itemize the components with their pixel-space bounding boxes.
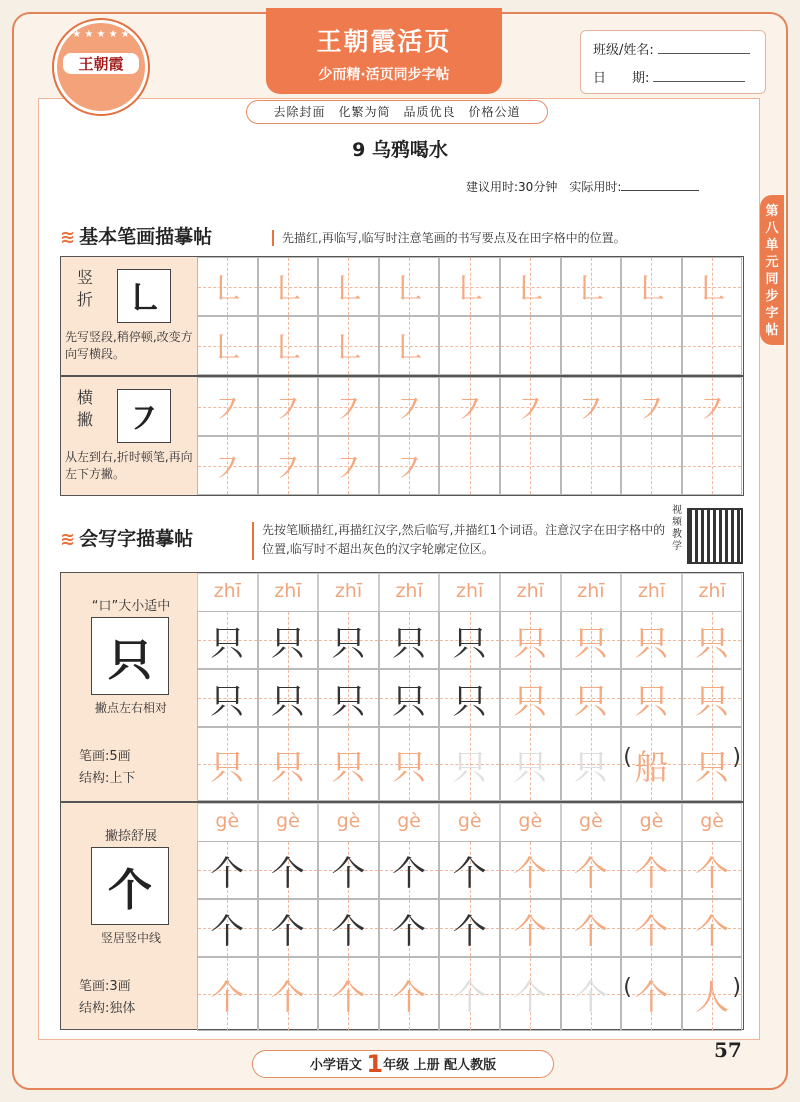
stroke-cell[interactable]	[682, 436, 743, 495]
qr-code-icon[interactable]	[687, 508, 743, 564]
trace-glyph: 只	[270, 623, 305, 664]
char-trace-cell[interactable]	[258, 669, 319, 727]
pinyin-text: gè	[700, 810, 724, 832]
trace-glyph: ㇇	[270, 390, 305, 430]
word-trace-cell[interactable]	[682, 957, 743, 1031]
word-trace-cell[interactable]	[621, 957, 682, 1031]
section1-heading	[60, 222, 212, 249]
time-info	[466, 178, 699, 195]
stroke-model-1: ㇗	[117, 269, 171, 323]
char-trace-cell[interactable]	[439, 611, 500, 669]
trace-glyph: 只	[270, 747, 305, 788]
pinyin-cell[interactable]	[682, 573, 743, 611]
tagline: 去除封面 化繁为简 品质优良 价格公道	[246, 100, 548, 124]
word-trace-cell[interactable]	[379, 727, 440, 801]
stroke-cell[interactable]	[621, 436, 682, 495]
logo-text: 王朝霞	[63, 53, 139, 74]
word-trace-cell[interactable]	[258, 957, 319, 1031]
footer-banner	[252, 1050, 554, 1078]
pinyin-text: zhī	[334, 580, 363, 602]
footer-edition: 配人教版	[444, 1058, 497, 1073]
stroke-cell[interactable]	[318, 436, 379, 495]
trace-glyph: ㇗	[210, 329, 245, 369]
word-trace-cell[interactable]	[682, 727, 743, 801]
trace-glyph: 只	[513, 747, 548, 788]
pinyin-text: zhī	[213, 580, 241, 602]
trace-glyph: 只	[270, 681, 305, 722]
trace-glyph: ㇗	[270, 270, 305, 310]
stroke-practice-table	[60, 256, 744, 496]
trace-glyph: ㇗	[513, 270, 548, 310]
trace-glyph: ㇇	[392, 449, 427, 489]
char-trace-cell[interactable]	[621, 841, 682, 899]
char-trace-cell[interactable]	[197, 899, 258, 957]
stroke-cell[interactable]	[197, 257, 258, 316]
trace-glyph: ㇇	[392, 390, 427, 430]
close-paren: )	[732, 975, 741, 1000]
stroke-cell[interactable]	[379, 257, 440, 316]
char-structure-1: 结构:上下	[79, 771, 136, 786]
trace-glyph: 只	[392, 747, 427, 788]
word-trace-cell[interactable]	[561, 957, 622, 1031]
char-trace-cell[interactable]	[379, 669, 440, 727]
trace-glyph: 船	[634, 747, 669, 788]
stroke-cell[interactable]	[500, 316, 561, 375]
trace-glyph: 个	[270, 853, 305, 894]
stroke-model-2: ㇇	[117, 389, 171, 443]
trace-glyph: ㇇	[331, 449, 366, 489]
trace-glyph: 个	[634, 853, 669, 894]
stroke-cell[interactable]	[561, 257, 622, 316]
date-label: 日 期:	[593, 71, 650, 86]
stroke-cell[interactable]	[439, 316, 500, 375]
stroke-cell[interactable]	[621, 377, 682, 436]
unit-side-tab	[760, 195, 784, 345]
stroke-cell[interactable]	[500, 257, 561, 316]
trace-glyph: 只	[573, 623, 608, 664]
char-trace-cell[interactable]	[439, 841, 500, 899]
char-trace-cell[interactable]	[379, 899, 440, 957]
trace-glyph: 只	[210, 681, 245, 722]
word-trace-cell[interactable]	[439, 957, 500, 1031]
trace-glyph: ㇗	[392, 270, 427, 310]
pinyin-cell[interactable]	[318, 573, 379, 611]
char-ref-panel-1	[61, 573, 197, 801]
trace-glyph: 个	[331, 911, 366, 952]
trace-glyph: 个	[573, 853, 608, 894]
wave-icon: ≋	[60, 529, 76, 550]
char-strokes-1: 笔画:5画	[79, 749, 131, 764]
pinyin-cell[interactable]	[197, 803, 258, 841]
pinyin-text: zhī	[516, 580, 544, 602]
char-trace-cell[interactable]	[561, 611, 622, 669]
date-row	[593, 67, 745, 86]
stroke-cell[interactable]	[561, 436, 622, 495]
char-ref-panel-2	[61, 803, 197, 1029]
trace-glyph: 只	[331, 623, 366, 664]
trace-glyph: 只	[452, 747, 487, 788]
trace-glyph: 个	[634, 911, 669, 952]
stroke-ref-panel-2	[61, 377, 197, 495]
char-trace-cell[interactable]	[561, 669, 622, 727]
char-note-2: 竖居竖中线	[100, 931, 161, 945]
trace-glyph: 只	[210, 747, 245, 788]
stars-icon: ★ ★ ★ ★ ★	[72, 29, 130, 40]
stroke-cell[interactable]	[318, 377, 379, 436]
publisher-logo	[54, 20, 148, 114]
trace-glyph: 个	[513, 977, 548, 1018]
pinyin-text: gè	[457, 810, 482, 832]
trace-glyph: ㇗	[452, 270, 487, 310]
trace-glyph: 个	[331, 853, 366, 894]
title-banner	[266, 8, 502, 94]
class-name-label: 班级/姓名:	[593, 43, 654, 58]
section2-instruction: 先按笔顺描红,再描红汉字,然后临写,并描红1个词语。注意汉字在田字格中的位置,临写时不超出灰色的汉字轮廓定位区。	[262, 523, 666, 556]
open-paren: (	[623, 745, 632, 770]
stroke-cell[interactable]	[258, 436, 319, 495]
char-trace-cell[interactable]	[621, 899, 682, 957]
class-name-field[interactable]	[658, 41, 750, 54]
pinyin-text: zhī	[637, 580, 666, 602]
pinyin-text: zhī	[274, 580, 302, 602]
stroke-name-1: 竖折	[77, 268, 94, 309]
char-trace-cell[interactable]	[318, 899, 379, 957]
stroke-cell[interactable]	[318, 316, 379, 375]
page-number: 57	[714, 1038, 742, 1062]
char-trace-cell[interactable]	[439, 899, 500, 957]
trace-glyph: 只	[695, 747, 730, 788]
char-trace-cell[interactable]	[500, 899, 561, 957]
char-trace-cell[interactable]	[500, 611, 561, 669]
trace-glyph: 只	[573, 681, 608, 722]
actual-time-label: 实际用时:	[569, 180, 622, 194]
char-trace-cell[interactable]	[621, 669, 682, 727]
pinyin-cell[interactable]	[379, 573, 440, 611]
trace-glyph: 个	[392, 911, 427, 952]
char-trace-cell[interactable]	[197, 669, 258, 727]
brand-name: 王朝霞活页	[316, 27, 452, 56]
pinyin-text: gè	[579, 810, 603, 832]
word-trace-cell[interactable]	[197, 957, 258, 1031]
stroke-cell[interactable]	[197, 316, 258, 375]
word-trace-cell[interactable]	[621, 727, 682, 801]
stroke-cell[interactable]	[379, 377, 440, 436]
section2-divider	[252, 522, 254, 560]
trace-glyph: ㇗	[392, 329, 427, 369]
trace-glyph: ㇗	[695, 270, 730, 310]
trace-glyph: 只	[695, 681, 730, 722]
stroke-cell[interactable]	[621, 257, 682, 316]
trace-glyph: 个	[452, 977, 487, 1018]
pinyin-text: zhī	[395, 580, 423, 602]
lesson-title: 9 乌鸦喝水	[352, 139, 448, 161]
footer-grade: 年级	[383, 1058, 410, 1073]
char-tip-1: “口”大小适中	[91, 599, 171, 614]
class-name-row	[593, 39, 750, 58]
trace-glyph: 只	[452, 623, 487, 664]
trace-glyph: 人	[695, 977, 730, 1018]
stroke-cell[interactable]	[439, 257, 500, 316]
trace-glyph: 只	[513, 623, 548, 664]
char-trace-cell[interactable]	[682, 611, 743, 669]
char-trace-cell[interactable]	[500, 669, 561, 727]
pinyin-text: gè	[336, 810, 361, 832]
trace-glyph: 个	[634, 977, 669, 1018]
word-trace-cell[interactable]	[197, 727, 258, 801]
wave-icon: ≋	[60, 227, 76, 248]
pinyin-cell[interactable]	[439, 573, 500, 611]
char-trace-cell[interactable]	[500, 841, 561, 899]
pinyin-text: gè	[276, 810, 300, 832]
char-trace-cell[interactable]	[561, 841, 622, 899]
char-note-1: 撇点左右相对	[94, 701, 167, 715]
word-trace-cell[interactable]	[258, 727, 319, 801]
footer-subject: 小学语文	[309, 1058, 362, 1073]
word-trace-cell[interactable]	[561, 727, 622, 801]
section1-instruction: 先描红,再临写,临写时注意笔画的书写要点及在田字格中的位置。	[282, 231, 626, 245]
stroke-ref-panel-1	[61, 257, 197, 375]
trace-glyph: ㇇	[573, 390, 608, 430]
trace-glyph: ㇇	[331, 390, 366, 430]
stroke-cell[interactable]	[439, 436, 500, 495]
footer-grade-number: 1	[366, 1050, 384, 1078]
trace-glyph: ㇇	[634, 390, 669, 430]
trace-glyph: 只	[452, 681, 487, 722]
pinyin-cell[interactable]	[439, 803, 500, 841]
student-info-box	[580, 30, 766, 94]
trace-glyph: 只	[573, 747, 608, 788]
char-trace-cell[interactable]	[258, 899, 319, 957]
trace-glyph: ㇗	[331, 270, 366, 310]
trace-glyph: ㇗	[270, 329, 305, 369]
trace-glyph: 只	[634, 681, 669, 722]
section2-title: 会写字描摹帖	[79, 528, 194, 550]
char-trace-cell[interactable]	[318, 841, 379, 899]
trace-glyph: 只	[513, 681, 548, 722]
word-trace-cell[interactable]	[500, 957, 561, 1031]
stroke-cell[interactable]	[197, 436, 258, 495]
trace-glyph: 只	[331, 747, 366, 788]
trace-glyph: ㇗	[573, 270, 608, 310]
stroke-cell[interactable]	[379, 436, 440, 495]
pinyin-cell[interactable]	[621, 573, 682, 611]
trace-glyph: 只	[392, 623, 427, 664]
pinyin-cell[interactable]	[197, 573, 258, 611]
pinyin-cell[interactable]	[561, 573, 622, 611]
trace-glyph: 个	[573, 911, 608, 952]
section1-title: 基本笔画描摹帖	[79, 226, 213, 248]
character-practice-table	[60, 572, 744, 1030]
unit-tab-label: 第八单元同步字帖	[765, 204, 779, 338]
trace-glyph: 只	[331, 681, 366, 722]
section2-heading	[60, 524, 193, 551]
char-trace-cell[interactable]	[318, 669, 379, 727]
char-trace-cell[interactable]	[318, 611, 379, 669]
stroke-cell[interactable]	[500, 436, 561, 495]
stroke-cell[interactable]	[682, 316, 743, 375]
trace-glyph: 个	[210, 853, 245, 894]
pinyin-cell[interactable]	[379, 803, 440, 841]
stroke-note-2: 从左到右,折时顿笔,再向左下方撇。	[65, 450, 193, 481]
stroke-note-1: 先写竖段,稍停顿,改变方向写横段。	[65, 330, 193, 361]
trace-glyph: 个	[331, 977, 366, 1018]
char-strokes-2: 笔画:3画	[79, 979, 131, 994]
char-trace-cell[interactable]	[197, 841, 258, 899]
trace-glyph: 个	[452, 911, 487, 952]
date-field[interactable]	[653, 69, 745, 82]
stroke-cell[interactable]	[621, 316, 682, 375]
stroke-cell[interactable]	[682, 377, 743, 436]
trace-glyph: 只	[392, 681, 427, 722]
pinyin-text: gè	[397, 810, 421, 832]
brand-slogan: 少而精·活页同步字帖	[318, 67, 450, 83]
word-trace-cell[interactable]	[379, 957, 440, 1031]
trace-glyph: 个	[695, 853, 730, 894]
char-trace-cell[interactable]	[621, 611, 682, 669]
open-paren: (	[623, 975, 632, 1000]
trace-glyph: 个	[573, 977, 608, 1018]
trace-glyph: 个	[513, 911, 548, 952]
char-trace-cell[interactable]	[197, 611, 258, 669]
trace-glyph: 个	[513, 853, 548, 894]
stroke-cell[interactable]	[682, 257, 743, 316]
word-trace-cell[interactable]	[318, 957, 379, 1031]
pinyin-cell[interactable]	[621, 803, 682, 841]
word-trace-cell[interactable]	[318, 727, 379, 801]
stroke-cell[interactable]	[258, 377, 319, 436]
qr-label: 视频教学	[672, 505, 682, 552]
suggested-time: 建议用时:30分钟	[466, 180, 558, 194]
trace-glyph: 个	[392, 853, 427, 894]
pinyin-cell[interactable]	[318, 803, 379, 841]
trace-glyph: ㇗	[634, 270, 669, 310]
stroke-cell[interactable]	[318, 257, 379, 316]
char-trace-cell[interactable]	[682, 841, 743, 899]
char-structure-2: 结构:独体	[79, 1001, 136, 1016]
char-trace-cell[interactable]	[561, 899, 622, 957]
pinyin-cell[interactable]	[561, 803, 622, 841]
actual-time-field[interactable]	[621, 180, 699, 191]
trace-glyph: ㇇	[513, 390, 548, 430]
word-trace-cell[interactable]	[500, 727, 561, 801]
stroke-cell[interactable]	[258, 316, 319, 375]
pinyin-text: gè	[215, 810, 240, 832]
close-paren: )	[732, 745, 741, 770]
stroke-cell[interactable]	[379, 316, 440, 375]
pinyin-text: gè	[518, 810, 543, 832]
trace-glyph: ㇇	[210, 390, 245, 430]
trace-glyph: ㇗	[210, 270, 245, 310]
stroke-cell[interactable]	[561, 377, 622, 436]
char-trace-cell[interactable]	[258, 841, 319, 899]
trace-glyph: 个	[270, 977, 305, 1018]
trace-glyph: ㇇	[210, 449, 245, 489]
stroke-cell[interactable]	[561, 316, 622, 375]
trace-glyph: 个	[695, 911, 730, 952]
trace-glyph: 只	[634, 623, 669, 664]
char-model-1: 只	[91, 617, 169, 695]
stroke-cell[interactable]	[197, 377, 258, 436]
char-trace-cell[interactable]	[682, 669, 743, 727]
pinyin-text: zhī	[577, 580, 605, 602]
char-trace-cell[interactable]	[682, 899, 743, 957]
footer-volume: 上册	[413, 1058, 440, 1073]
char-trace-cell[interactable]	[258, 611, 319, 669]
pinyin-cell[interactable]	[258, 803, 319, 841]
section1-divider	[272, 230, 274, 246]
trace-glyph: ㇇	[695, 390, 730, 430]
pinyin-cell[interactable]	[682, 803, 743, 841]
trace-glyph: 个	[392, 977, 427, 1018]
trace-glyph: ㇗	[331, 329, 366, 369]
trace-glyph: 只	[695, 623, 730, 664]
trace-glyph: 个	[210, 977, 245, 1018]
pinyin-cell[interactable]	[500, 573, 561, 611]
pinyin-text: zhī	[698, 580, 726, 602]
word-trace-cell[interactable]	[439, 727, 500, 801]
trace-glyph: ㇇	[452, 390, 487, 430]
char-model-2: 个	[91, 847, 169, 925]
pinyin-cell[interactable]	[258, 573, 319, 611]
stroke-cell[interactable]	[439, 377, 500, 436]
char-trace-cell[interactable]	[439, 669, 500, 727]
char-tip-2: 撇捺舒展	[104, 829, 157, 844]
trace-glyph: 个	[452, 853, 487, 894]
pinyin-text: gè	[639, 810, 664, 832]
trace-glyph: ㇇	[270, 449, 305, 489]
stroke-cell[interactable]	[500, 377, 561, 436]
stroke-cell[interactable]	[258, 257, 319, 316]
pinyin-cell[interactable]	[500, 803, 561, 841]
trace-glyph: 个	[210, 911, 245, 952]
stroke-name-2: 横撇	[77, 388, 94, 429]
trace-glyph: 只	[210, 623, 245, 664]
char-trace-cell[interactable]	[379, 841, 440, 899]
trace-glyph: 个	[270, 911, 305, 952]
char-trace-cell[interactable]	[379, 611, 440, 669]
pinyin-text: zhī	[456, 580, 484, 602]
